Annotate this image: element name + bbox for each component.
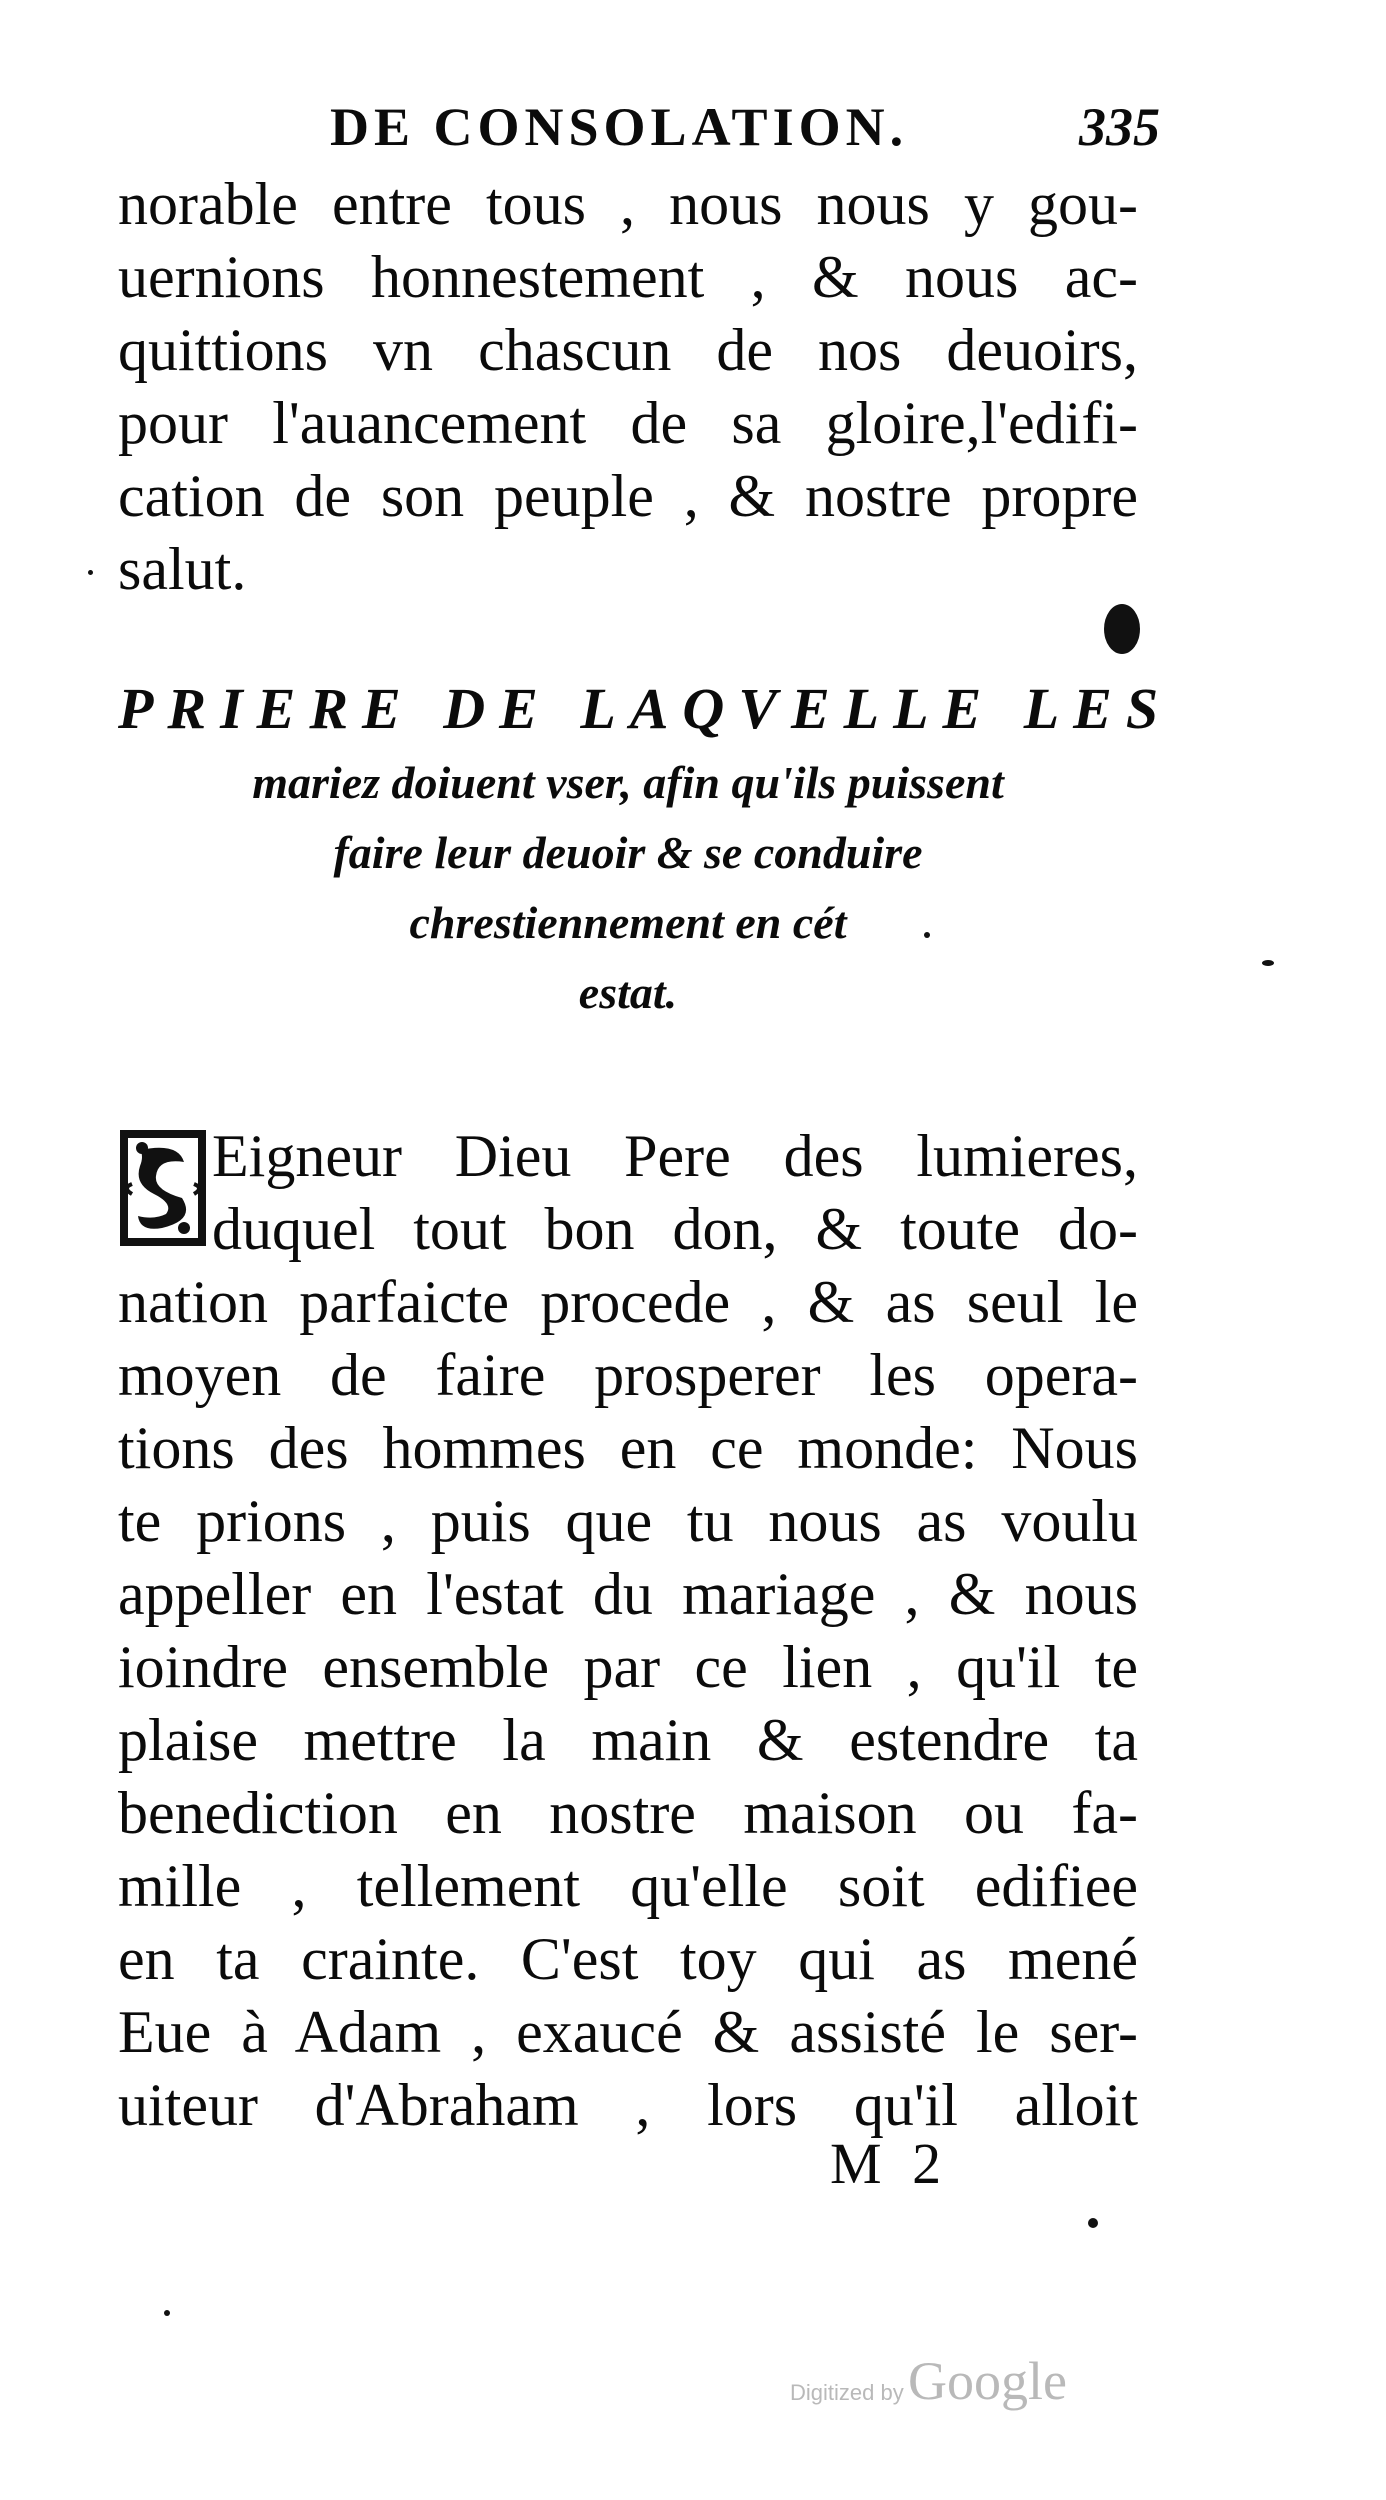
ink-speck [1088, 2218, 1098, 2228]
watermark-prefix: Digitized by [790, 2380, 904, 2405]
heading-line: mariez doiuent vser, afin qu'ils puissent [252, 757, 1004, 808]
text-line: quittions vn chascun de nos deuoirs, [118, 317, 1138, 383]
text-line: pour l'auancement de sa gloire,l'edifi- [118, 390, 1138, 456]
ink-speck [924, 932, 930, 938]
continuation-paragraph [118, 168, 1138, 606]
ornamental-dropcap-icon [118, 1128, 208, 1248]
ink-speck [164, 2310, 170, 2316]
ink-blot [1104, 604, 1140, 654]
heading-line: faire leur deuoir & se conduire [333, 827, 923, 878]
text-line: ioindre ensemble par ce lien , qu'il te [118, 1634, 1138, 1700]
text-line: moyen de faire prosperer les opera- [118, 1342, 1138, 1408]
text-line: cation de son peuple , & nostre propre [118, 463, 1138, 529]
text-line: Eue à Adam , exaucé & assisté le ser- [118, 1999, 1138, 2065]
text-line: appeller en l'estat du mariage , & nous [118, 1561, 1138, 1627]
text-line: te prions , puis que tu nous as voulu [118, 1488, 1138, 1554]
text-line: nation parfaicte procede , & as seul le [118, 1269, 1138, 1335]
text-line: en ta crainte. C'est toy qui as mené [118, 1926, 1138, 1992]
text-line: benediction en nostre maison ou fa- [118, 1780, 1138, 1846]
heading-caps-line: PRIERE DE LAQVELLE LES [118, 676, 1173, 741]
text-line: Eigneur Dieu Pere des lumieres, [212, 1123, 1138, 1189]
text-line: norable entre tous , nous nous y gou- [118, 171, 1138, 237]
ink-speck [88, 570, 93, 575]
heading-line: chrestiennement en cét [409, 897, 847, 948]
google-logo: Google [908, 2351, 1067, 2411]
text-line: duquel tout bon don, & toute do- [212, 1196, 1138, 1262]
page-number: 335 [1079, 97, 1160, 157]
running-head [330, 96, 1160, 176]
ink-speck [1262, 960, 1274, 966]
prayer-paragraph [118, 1120, 1138, 2142]
text-line: salut. [118, 536, 247, 602]
signature-mark: M 2 [830, 2131, 950, 2196]
text-line: uiteur d'Abraham , lors qu'il alloit [118, 2072, 1138, 2138]
text-line: uernions honnestement , & nous ac- [118, 244, 1138, 310]
text-line: plaise mettre la main & estendre ta [118, 1707, 1138, 1773]
digitized-by-google-watermark [790, 2350, 1090, 2420]
text-line: mille , tellement qu'elle soit edifiee [118, 1853, 1138, 1919]
prayer-heading [118, 670, 1173, 1028]
heading-line: estat. [578, 967, 678, 1018]
running-head-title: DE CONSOLATION. [330, 97, 909, 157]
text-line: tions des hommes en ce monde: Nous [118, 1415, 1138, 1481]
